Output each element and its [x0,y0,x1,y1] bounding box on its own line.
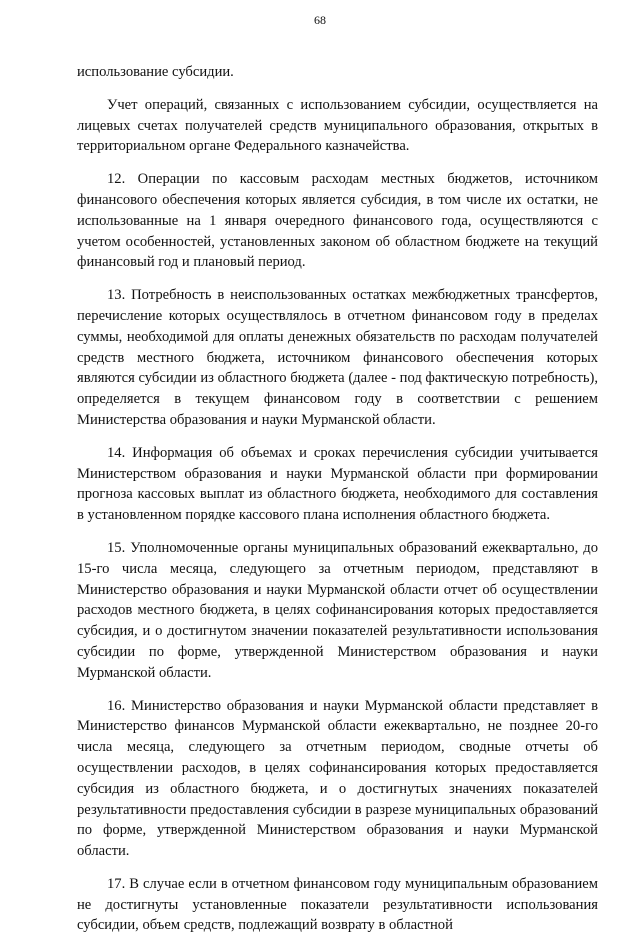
paragraph-16: 16. Министерство образования и науки Мурманской области представляет в Министерство финансов Мурманской области ежеквартально, не позднее 20-го числа месяца, следующего за отчетным периодом, сводные отчеты об осуществлении расходов, в целях софинансирования которых предоставляется субсидия из областного бюджета, и о достигнутых значениях показателей результативности предоставления субсидии в разрезе муниципальных образований по форме, утвержденной Министерством образования и науки Мурманской области. [77,697,598,860]
page-number: 68 [314,13,326,27]
paragraph-15: 15. Уполномоченные органы муниципальных образований ежеквартально, до 15-го числа месяца, следующего за отчетным периодом, представляют в Министерство образования и науки Мурманской области отчет об осуществлении расходов местного бюджета, в целях софинансирования которых предоставляется субсидия, и о достигнутом значении показателей результативности использования субсидии по форме, утвержденной Министерством образования и науки Мурманской области. [77,539,598,681]
paragraph-14: 14. Информация об объемах и сроках перечисления субсидии учитывается Министерством образования и науки Мурманской области при формировании прогноза кассовых выплат из областного бюджета, необходимого для составления в установленном порядке кассового плана исполнения областного бюджета. [77,444,598,524]
document-body [77,62,598,936]
paragraph-12: 12. Операции по кассовым расходам местных бюджетов, источником финансового обеспечения которых является субсидия, в том числе их остатки, не использованные на 1 января очередного финансового года, осуществляются с учетом особенностей, установленных законом об областном бюджете на текущий финансовый год и плановый период. [77,171,598,271]
paragraph-17: 17. В случае если в отчетном финансовом году муниципальным образованием не достигнуты установленные показатели результативности использования субсидии, объем средств, подлежащий возврату в областной [77,875,598,934]
paragraph-treasury-accounts: Учет операций, связанных с использованием субсидии, осуществляется на лицевых счетах получателей средств муниципального образования, открытых в территориальном органе Федерального казначейства. [77,96,598,155]
paragraph-13: 13. Потребность в неиспользованных остатках межбюджетных трансфертов, перечисление которых осуществлялось в отчетном финансовом году в пределах суммы, необходимой для оплаты денежных обязательств по расходам получателей средств местного бюджета, источником финансового обеспечения которых являются субсидии из областного бюджета (далее - под фактическую потребность), определяется в текущем финансовом году в соответствии с решением Министерства образования и науки Мурманской области. [77,287,598,428]
paragraph-continuation: использование субсидии. [77,64,234,80]
